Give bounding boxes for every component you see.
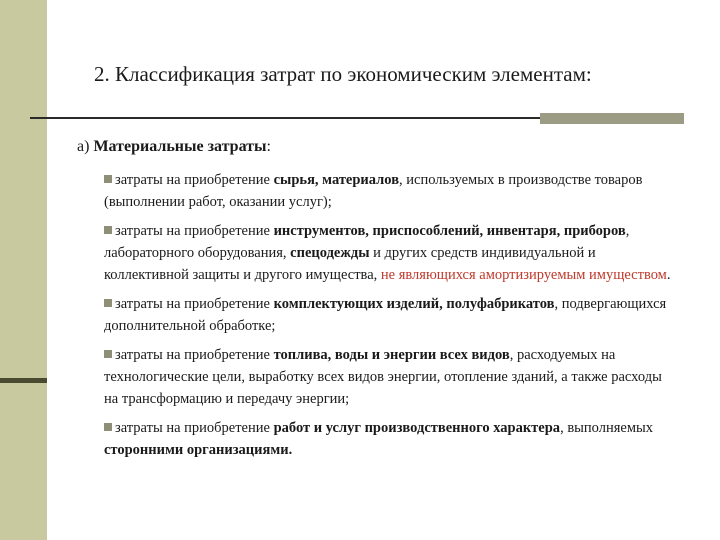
title-underline-block — [540, 113, 684, 124]
bullet-item-instruments — [104, 220, 677, 286]
bullet-text: затраты на приобретение — [115, 347, 274, 363]
bullet-item-raw-materials — [104, 169, 677, 213]
bullet-text: затраты на приобретение — [115, 420, 274, 436]
bullet-text: затраты на приобретение — [115, 172, 274, 188]
bullet-bold-text: спецодежды — [290, 245, 370, 261]
bullet-item-components — [104, 293, 677, 337]
bullet-bold-text: работ и услуг производственного характера — [273, 420, 561, 436]
section-heading — [77, 137, 677, 157]
bullet-text: и других средств индивидуальной и коллективной защиты и другого имущества, — [104, 245, 596, 283]
bullet-text: , используемых в производстве товаров (выполнении работ, оказании услуг); — [104, 172, 643, 210]
bullet-bold-text: комплектующих изделий, полуфабрикатов — [273, 296, 555, 312]
bullet-bold-text: сторонними организациями. — [104, 442, 293, 458]
bullet-text: , лабораторного оборудования, — [104, 223, 630, 261]
slide-title: 2. Классификация затрат по экономическим элементам: — [94, 62, 592, 86]
bullet-square-icon — [104, 226, 112, 234]
bullet-bold-text: топлива, воды и энергии всех видов — [273, 347, 510, 363]
bullet-text: затраты на приобретение — [115, 223, 274, 239]
bullet-bold-text: инструментов, приспособлений, инвентаря, приборов — [273, 223, 626, 239]
bullet-text: , подвергающихся дополнительной обработке; — [104, 296, 667, 334]
slide-content — [77, 137, 677, 468]
bullet-item-services — [104, 417, 677, 461]
bullet-square-icon — [104, 175, 112, 183]
bullet-text: . — [666, 267, 671, 283]
bullet-item-fuel-energy — [104, 344, 677, 410]
bullet-text: , выполняемых — [560, 420, 653, 436]
bullet-text: затраты на приобретение — [115, 296, 274, 312]
bullet-square-icon — [104, 423, 112, 431]
title-underline — [30, 117, 540, 119]
bullet-red-text: не являющихся амортизируемым имуществом — [380, 267, 667, 283]
bullet-square-icon — [104, 350, 112, 358]
bullet-text: , расходуемых на технологические цели, выработку всех видов энергии, отопление зданий, а также расходы на трансформацию и передачу энергии; — [104, 347, 662, 407]
section-heading-tail: : — [266, 138, 271, 155]
section-label: а) — [77, 138, 94, 155]
side-decor-accent — [0, 378, 47, 383]
bullet-bold-text: сырья, материалов — [273, 172, 400, 188]
section-heading-bold: Материальные затраты — [93, 138, 267, 155]
bullet-square-icon — [104, 299, 112, 307]
side-decor-bar — [0, 0, 47, 540]
